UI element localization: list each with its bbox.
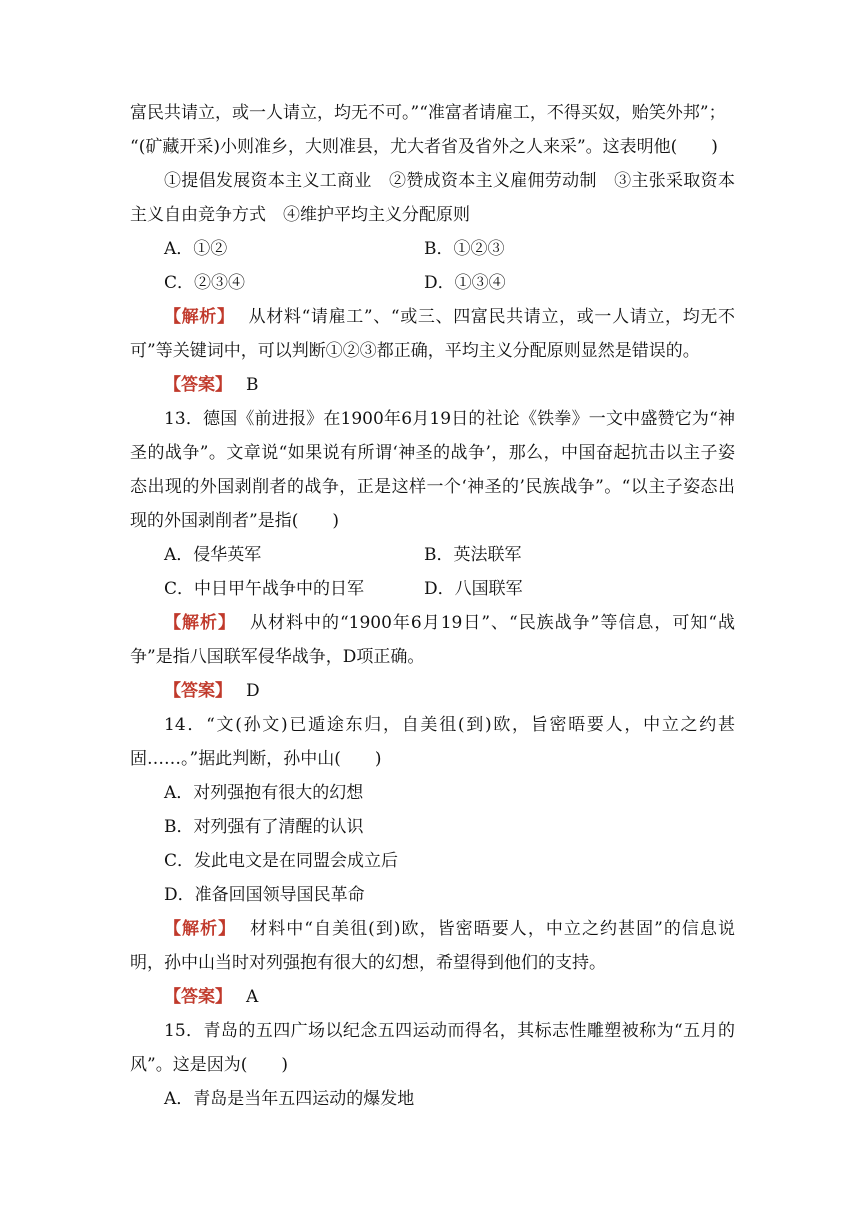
q14-option-a: A．对列强抱有很大的幻想 xyxy=(164,783,364,803)
q14-explanation xyxy=(130,912,735,980)
q13-explanation xyxy=(130,606,735,674)
q12-option-b: B．①②③ xyxy=(424,239,505,259)
q14-stem: 14．“文(孙文)已遁途东归，自美徂(到)欧，旨密晤要人，中立之约甚固……。”据此判断，孙中山( ) xyxy=(130,715,735,769)
q14-answer xyxy=(130,980,735,1014)
q14-option-b: B．对列强有了清醒的认识 xyxy=(164,817,364,837)
q14-answer-tag: 【答案】 xyxy=(164,987,232,1007)
q13-answer-tag: 【答案】 xyxy=(164,681,232,701)
page-content xyxy=(130,96,735,1116)
q12-answer xyxy=(130,368,735,402)
q12-option-c: C．②③④ xyxy=(164,273,246,293)
q14-explanation-tag: 【解析】 xyxy=(164,919,237,939)
q13-answer-value: D xyxy=(246,681,260,701)
q12-stem-line1: 富民共请立，或一人请立，均无不可。”“准富者请雇工，不得买奴，贻笑外邦”； xyxy=(130,103,726,123)
q14-explanation-text: 材料中“自美徂(到)欧，皆密晤要人，中立之约甚固”的信息说明，孙中山当时对列强抱有很大的幻想，希望得到他们的支持。 xyxy=(130,919,735,973)
q13-option-c: C．中日甲午战争中的日军 xyxy=(164,579,365,599)
q15-option-a: A．青岛是当年五四运动的爆发地 xyxy=(164,1089,415,1109)
q14-option-d: D．准备回国领导国民革命 xyxy=(164,885,365,905)
q15-stem: 15．青岛的五四广场以纪念五四运动而得名，其标志性雕塑被称为“五月的风”。这是因为( ) xyxy=(130,1021,735,1075)
q14-option-c: C．发此电文是在同盟会成立后 xyxy=(164,851,399,871)
q13-options-row1 xyxy=(130,538,735,572)
q13-option-d: D．八国联军 xyxy=(424,579,523,599)
q12-option-d: D．①③④ xyxy=(424,273,506,293)
q12-explanation-tag: 【解析】 xyxy=(164,307,235,327)
q12-options-row2 xyxy=(130,266,735,300)
q14-answer-value: A xyxy=(246,987,259,1007)
q13-explanation-text: 从材料中的“1900年6月19日”、“民族战争”等信息，可知“战争”是指八国联军侵华战争，D项正确。 xyxy=(130,613,736,667)
q12-answer-value: B xyxy=(246,375,259,395)
q13-explanation-tag: 【解析】 xyxy=(164,613,236,633)
q13-stem: 13．德国《前进报》在1900年6月19日的社论《铁拳》一文中盛赞它为“神圣的战争”。文章说“如果说有所谓‘神圣的战争’，那么，中国奋起抗击以主子姿态出现的外国剥削者的战争，正是这样一个‘神圣的’民族战争”。“以主子姿态出现的外国剥削者”是指( ) xyxy=(130,409,735,531)
q12-statements: ①提倡发展资本主义工商业 ②赞成资本主义雇佣劳动制 ③主张采取资本主义自由竞争方式 ④维护平均主义分配原则 xyxy=(130,171,735,225)
q12-stem-line2: “(矿藏开采)小则准乡，大则准县，尤大者省及省外之人来采”。这表明他( ) xyxy=(130,137,718,157)
q12-explanation xyxy=(130,300,735,368)
q13-answer xyxy=(130,674,735,708)
q12-answer-tag: 【答案】 xyxy=(164,375,232,395)
q12-explanation-text: 从材料“请雇工”、“或三、四富民共请立，或一人请立，均无不可”等关键词中，可以判断①②③都正确，平均主义分配原则显然是错误的。 xyxy=(130,307,736,361)
q13-option-a: A．侵华英军 xyxy=(164,545,262,565)
q12-option-a: A．①② xyxy=(164,239,228,259)
q13-options-row2 xyxy=(130,572,735,606)
q13-option-b: B．英法联军 xyxy=(424,545,522,565)
q12-options-row1 xyxy=(130,232,735,266)
